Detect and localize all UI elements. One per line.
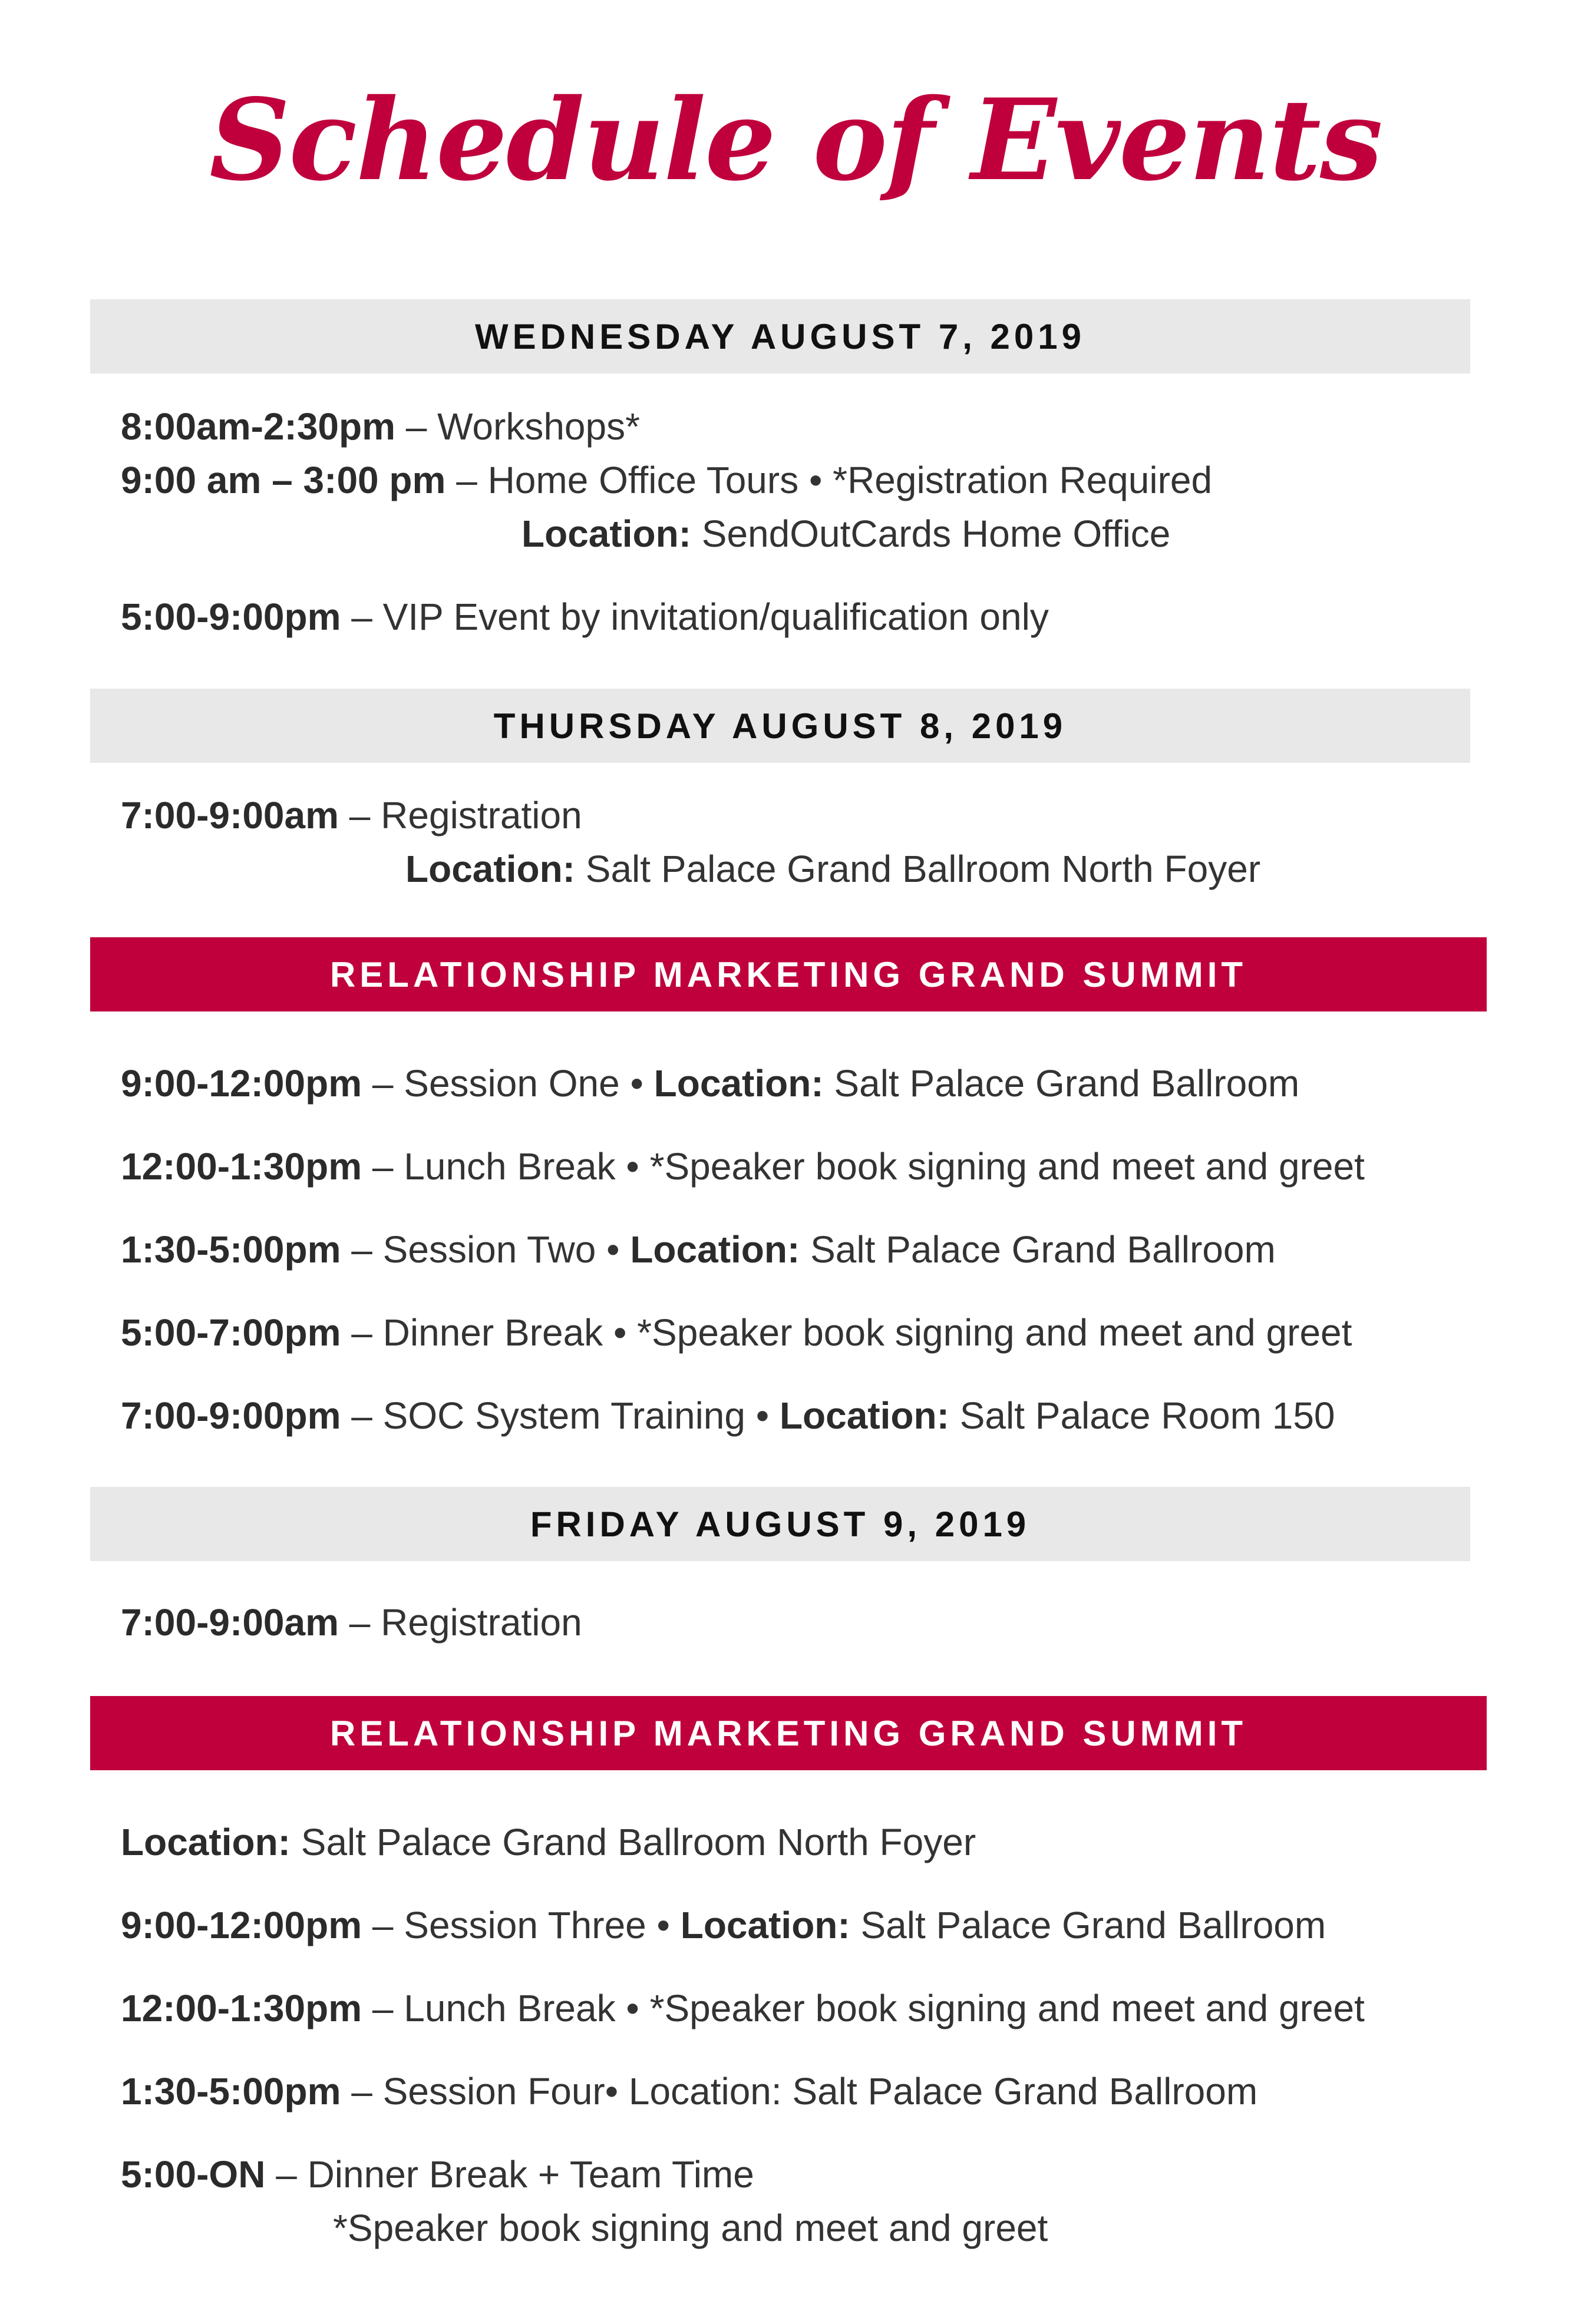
page-title: Schedule of Events: [209, 74, 1382, 206]
time: 5:00-7:00pm: [121, 1311, 341, 1354]
section-header-summit: RELATIONSHIP MARKETING GRAND SUMMIT: [90, 1696, 1487, 1770]
time: 9:00 am – 3:00 pm: [121, 459, 446, 501]
location-value: Salt Palace Grand Ballroom North Foyer: [290, 1821, 976, 1863]
description: – Session One •: [362, 1062, 654, 1105]
time: 1:30-5:00pm: [121, 1228, 341, 1271]
schedule-row: [121, 792, 582, 839]
location-label: Location:: [779, 1394, 949, 1437]
time: 8:00am-2:30pm: [121, 405, 395, 448]
description: – Session Two •: [341, 1228, 631, 1271]
time: 12:00-1:30pm: [121, 1987, 362, 2029]
location-value: Salt Palace Grand Ballroom: [800, 1228, 1276, 1271]
schedule-row: [121, 2068, 1257, 2115]
location-row: [405, 845, 1260, 892]
location-value: SendOutCards Home Office: [691, 513, 1171, 555]
time: 12:00-1:30pm: [121, 1145, 362, 1188]
description: – Lunch Break • *Speaker book signing and meet and greet: [362, 1987, 1365, 2029]
location-label: Location:: [521, 513, 691, 555]
location-label: Location:: [405, 848, 575, 890]
location-row: [121, 1819, 976, 1866]
location-value: Salt Palace Room 150: [949, 1394, 1335, 1437]
location-value: Salt Palace Grand Ballroom: [823, 1062, 1300, 1105]
schedule-row: [121, 593, 1049, 640]
schedule-row: [121, 1392, 1335, 1439]
description: – Session Four• Location: Salt Palace Grand Ballroom: [341, 2070, 1258, 2113]
time: 9:00-12:00pm: [121, 1062, 362, 1105]
location-row: [521, 510, 1170, 557]
schedule-row: [121, 1226, 1276, 1273]
description: – Session Three •: [362, 1904, 681, 1946]
description: – VIP Event by invitation/qualification only: [341, 596, 1049, 638]
schedule-row: [121, 403, 640, 450]
location-label: Location:: [653, 1062, 824, 1105]
description: – Lunch Break • *Speaker book signing and meet and greet: [362, 1145, 1365, 1188]
description: – SOC System Training •: [341, 1394, 780, 1437]
time: 1:30-5:00pm: [121, 2070, 341, 2113]
schedule-row: [121, 1309, 1352, 1356]
note-row: *Speaker book signing and meet and greet: [333, 2207, 1048, 2249]
description: – Registration: [339, 794, 582, 837]
schedule-row: [121, 1143, 1365, 1190]
schedule-row: [121, 1902, 1326, 1949]
schedule-row: [121, 1985, 1365, 2032]
description: – Registration: [339, 1601, 582, 1644]
time: 9:00-12:00pm: [121, 1904, 362, 1946]
day-header-friday: FRIDAY AUGUST 9, 2019: [90, 1487, 1470, 1561]
schedule-row: [121, 2151, 754, 2198]
time: 7:00-9:00am: [121, 1601, 339, 1644]
location-value: Salt Palace Grand Ballroom: [850, 1904, 1326, 1946]
schedule-row: [121, 1060, 1299, 1107]
description: – Workshops*: [395, 405, 640, 448]
schedule-row: [121, 1599, 582, 1646]
time: 7:00-9:00am: [121, 794, 339, 837]
section-header-summit: RELATIONSHIP MARKETING GRAND SUMMIT: [90, 937, 1487, 1011]
time: 7:00-9:00pm: [121, 1394, 341, 1437]
schedule-row: [121, 457, 1212, 504]
day-header-thursday: THURSDAY AUGUST 8, 2019: [90, 689, 1470, 763]
location-label: Location:: [121, 1821, 291, 1863]
time: 5:00-ON: [121, 2153, 266, 2196]
location-value: Salt Palace Grand Ballroom North Foyer: [575, 848, 1261, 890]
description: – Dinner Break • *Speaker book signing and meet and greet: [341, 1311, 1352, 1354]
location-label: Location:: [680, 1904, 850, 1946]
description: – Dinner Break + Team Time: [265, 2153, 754, 2196]
time: 5:00-9:00pm: [121, 596, 341, 638]
description: – Home Office Tours • *Registration Required: [445, 459, 1213, 501]
location-label: Location:: [630, 1228, 800, 1271]
day-header-wednesday: WEDNESDAY AUGUST 7, 2019: [90, 299, 1470, 373]
